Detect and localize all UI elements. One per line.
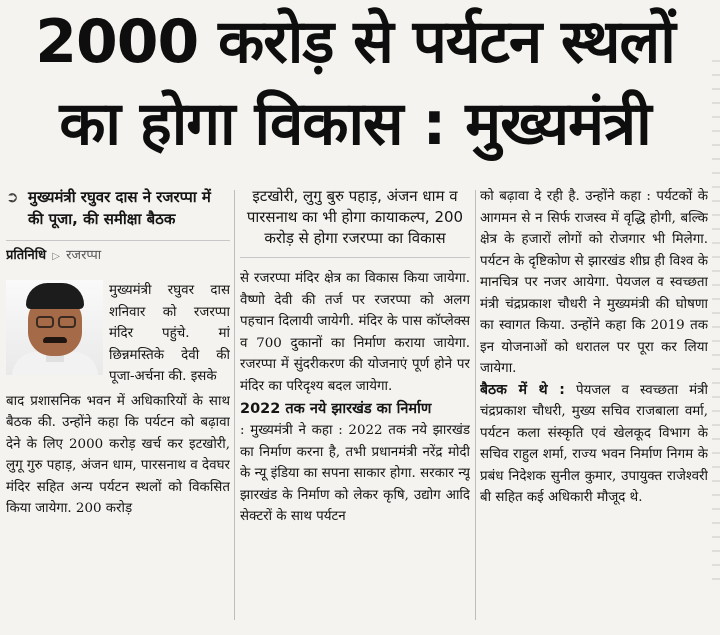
subheading: 2022 तक नये झारखंड का निर्माण bbox=[240, 401, 432, 417]
column-2-body-2: : मुख्यमंत्री ने कहा : 2022 तक नये झारखंड का निर्माण करना है, तभी प्रधानमंत्री नरेंद्र मोदी के न्यू इंडिया का सपना साकार होगा. सरकार न्यू झारखंड के निर्माण को लेकर कृषि, उद्योग आदि सेक्टरों के साथ पर्यटन bbox=[240, 423, 470, 524]
subdeck bbox=[6, 186, 230, 230]
column-divider-1 bbox=[234, 190, 235, 620]
column-1 bbox=[6, 186, 230, 626]
chief-minister-photo bbox=[6, 280, 103, 375]
column-1-body: बाद प्रशासनिक भवन में अधिकारियों के साथ बैठक की. उन्होंने कहा कि पर्यटन को बढ़ावा देने के लिए 2000 करोड़ खर्च कर इटखोरी, लुगू गुरु पहाड़, अंजन धाम, पारसनाथ व देवघर मंदिर सहित अन्य पर्यटन स्थलों को विकसित किया जायेगा. 200 करोड़ bbox=[6, 393, 230, 516]
attendees-text: पेयजल व स्वच्छता मंत्री चंद्रप्रकाश चौधरी, मुख्य सचिव राजबाला वर्मा, पर्यटन कला संस्कृति एवं खेलकूद विभाग के सचिव राहुल शर्मा, राज्य भवन निर्माण निगम के प्रबंध निदेशक सुनील कुमार, उपायुक्त राजेश्वरी बी सहित कई अधिकारी मौजूद थे. bbox=[480, 382, 708, 505]
column-divider-2 bbox=[475, 190, 476, 620]
page-margin-strip bbox=[712, 60, 720, 590]
column-3 bbox=[480, 186, 708, 626]
column-2-body-1: से रजरप्पा मंदिर क्षेत्र का विकास किया जायेगा. वैष्णो देवी की तर्ज पर रजरप्पा को अलग पहचान दिलायी जायेगी. मंदिर के पास कॉप्लेक्स व 700 दुकानों का निर्माण कराया जायेगा. रजरप्पा में सुंदरीकरण की योजनाएं पूर्ण होने पर मंदिर का परिदृश्य बदल जायेगा. bbox=[240, 271, 470, 394]
column-3-body-2 bbox=[480, 380, 708, 509]
byline-label: प्रतिनिधि bbox=[6, 248, 47, 263]
byline bbox=[6, 240, 230, 266]
byline-place: रजरप्पा bbox=[66, 248, 102, 263]
arrow-bullet-icon: ➲ bbox=[6, 188, 19, 206]
column-3-body-1: को बढ़ावा दे रही है. उन्होंने कहा : पर्यटकों के आगमन से न सिर्फ राजस्व में वृद्धि होगी, बल्कि क्षेत्र के हजारों लोगों को रोजगार भी मिलेगा. पर्यटन के दृष्टिकोण से झारखंड शीघ्र ही विश्व के मानचित्र पर नजर आयेगा. पेयजल व स्वच्छता मंत्री चंद्रप्रकाश चौधरी ने मुख्यमंत्री की घोषणा का स्वागत किया. उन्होंने कहा कि 2019 तक इन योजनाओं को धरातल पर पूरा कर लिया जायेगा. bbox=[480, 189, 708, 376]
column-2 bbox=[240, 186, 470, 626]
photo-side-text: मुख्यमंत्री रघुवर दास शनिवार को रजरप्पा मंदिर पहुंचे. मां छिन्नमस्तिके देवी की पूजा-अर्चना की. इसके bbox=[109, 283, 230, 384]
photo-row bbox=[6, 280, 230, 388]
triangle-icon: ▷ bbox=[52, 251, 60, 262]
headline-line-2: का होगा विकास : मुख्यमंत्री bbox=[59, 89, 651, 159]
attendees-lead: बैठक में थे : bbox=[480, 381, 565, 398]
deck: इटखोरी, लुगु बुरु पहाड़, अंजन धाम व पारसनाथ का भी होगा कायाकल्प, 200 करोड़ से होगा रजरप्पा का विकास bbox=[240, 186, 470, 258]
headline-line-1: 2000 करोड़ से पर्यटन स्थलों bbox=[35, 7, 675, 77]
subdeck-text: मुख्यमंत्री रघुवर दास ने रजरप्पा में की पूजा, की समीक्षा बैठक bbox=[28, 188, 211, 228]
